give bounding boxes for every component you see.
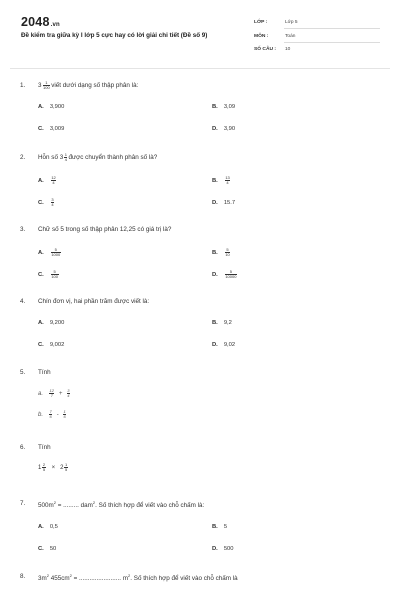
numerator: 13 (225, 175, 230, 180)
fraction (42, 463, 45, 472)
subject-underline (284, 42, 380, 43)
text-part: 3m (38, 575, 47, 583)
option-letter: D. (212, 342, 218, 348)
class-underline (284, 28, 380, 29)
question-number: 4. (20, 298, 26, 305)
site-logo[interactable] (21, 15, 60, 29)
superscript: 2 (46, 573, 49, 578)
operator: - (56, 412, 59, 419)
question-number: 6. (20, 444, 26, 451)
operator: × (51, 465, 56, 472)
sub-item-label: a. (38, 391, 44, 398)
denominator: 5 (42, 467, 46, 472)
whole-number: 2 (60, 465, 64, 472)
fraction (51, 198, 54, 207)
option-d[interactable] (212, 342, 235, 348)
text-part: . Số thích hợp để viết vào chỗ chấm là (130, 575, 238, 583)
option-value: 5 (223, 524, 228, 530)
denominator: 5 (64, 467, 68, 472)
denominator: 4 (52, 180, 55, 185)
option-letter: C. (38, 342, 44, 348)
denominator: 10000 (225, 274, 237, 279)
question-text: Tính (38, 444, 51, 451)
denominator: 100 (51, 274, 58, 279)
header-divider (10, 68, 390, 69)
document-header (0, 0, 400, 66)
numerator: 7 (49, 409, 52, 414)
option-a[interactable] (38, 524, 58, 530)
denominator: 100 (43, 85, 50, 90)
question-text: Chữ số 5 trong số thập phân 12,25 có giá trị là? (38, 226, 172, 233)
fraction (51, 270, 59, 279)
option-letter: B. (212, 524, 218, 530)
option-letter: D. (212, 200, 218, 206)
option-letter: A. (38, 250, 44, 257)
numerator: 12 (51, 175, 56, 180)
fraction (225, 270, 237, 279)
option-b[interactable] (212, 176, 231, 185)
numerator: 2 (42, 462, 46, 467)
superscript: 2 (53, 500, 56, 505)
option-letter: C. (38, 126, 44, 132)
option-a[interactable] (38, 248, 62, 257)
option-d[interactable] (212, 546, 233, 552)
fraction (225, 248, 230, 257)
fraction (49, 389, 54, 398)
option-letter: A. (38, 178, 44, 185)
option-value: 500 (223, 546, 234, 552)
option-value: 9,002 (49, 342, 65, 348)
superscript: 2 (92, 500, 96, 505)
question-count-label: SỐ CÂU : (254, 47, 277, 52)
text-part: 500m (38, 502, 54, 510)
question-text (38, 500, 204, 509)
whole-number: 1 (38, 465, 42, 472)
denominator: 4 (226, 180, 229, 185)
question-text (38, 573, 238, 582)
math-expression (38, 463, 69, 472)
text-part: = ........................ m (71, 575, 129, 583)
question-number: 5. (20, 369, 26, 376)
option-value: 9,200 (49, 320, 65, 326)
option-value: 3,900 (49, 104, 65, 110)
question-number: 1. (20, 82, 26, 89)
numerator: 5 (225, 270, 237, 275)
option-a[interactable] (38, 320, 64, 326)
question-text (38, 153, 157, 162)
superscript: 2 (128, 573, 131, 578)
subject-value: Toán (285, 34, 296, 39)
option-letter: A. (38, 104, 44, 110)
numerator: 12 (49, 388, 54, 393)
option-d[interactable] (212, 126, 235, 132)
option-b[interactable] (212, 320, 232, 326)
text-part: . Số thích hợp để viết vào chỗ chấm là: (95, 502, 205, 510)
denominator: 6 (63, 414, 66, 419)
question-number: 8. (20, 573, 26, 580)
option-b[interactable] (212, 524, 227, 530)
question-number: 7. (20, 500, 26, 507)
fraction (67, 389, 70, 398)
numerator: 5 (226, 247, 229, 252)
fraction (64, 153, 67, 162)
logo-suffix: .vn (50, 22, 60, 28)
option-c[interactable] (38, 342, 64, 348)
fraction (225, 176, 230, 185)
question-text (38, 81, 138, 90)
option-letter: D. (212, 126, 218, 132)
denominator: 4 (51, 202, 54, 207)
whole-number: 3 (38, 82, 42, 90)
question-count-value: 10 (285, 47, 291, 52)
option-letter: C. (38, 200, 44, 207)
fraction (49, 410, 52, 419)
option-letter: C. (38, 272, 44, 279)
operator: + (58, 391, 63, 398)
option-letter: B. (212, 104, 218, 110)
option-letter: A. (38, 524, 44, 530)
question-number: 2. (20, 154, 26, 161)
numerator: 1 (43, 81, 51, 86)
logo-text: 2048 (21, 15, 50, 29)
option-b[interactable] (212, 104, 235, 110)
option-value: 3,09 (223, 104, 236, 110)
option-letter: C. (38, 546, 44, 552)
option-letter: B. (212, 250, 218, 257)
class-value: Lớp 5 (285, 20, 298, 25)
question-text-rest: viết dưới dạng số thập phân là: (51, 82, 139, 90)
fraction (63, 410, 66, 419)
option-d[interactable] (212, 200, 235, 206)
numerator: 1 (63, 409, 66, 414)
fraction (64, 463, 67, 472)
denominator: 7 (50, 393, 53, 398)
option-a[interactable] (38, 176, 57, 185)
numerator: 5 (51, 270, 59, 275)
numerator: 3 (67, 388, 70, 393)
text-part: 455cm (48, 575, 70, 583)
question-text: Tính (38, 369, 51, 376)
option-value: 0,5 (49, 524, 58, 530)
numerator: 1 (64, 462, 68, 467)
numerator: 3 (51, 197, 54, 202)
question-text-start: Hỗn số 3 (38, 154, 64, 162)
sub-item-b (38, 410, 67, 419)
option-letter: B. (212, 178, 218, 185)
question-number: 3. (20, 226, 26, 233)
denominator: 1000 (51, 252, 61, 257)
denominator: 4 (67, 393, 70, 398)
option-c[interactable] (38, 270, 60, 279)
option-c[interactable] (38, 198, 55, 207)
option-value: 50 (49, 546, 57, 552)
option-b[interactable] (212, 248, 231, 257)
option-c[interactable] (38, 546, 56, 552)
option-value: 3,009 (49, 126, 65, 132)
document-title: Đề kiểm tra giữa kỳ I lớp 5 cực hay có lời giải chi tiết (Đề số 9) (21, 32, 208, 39)
class-label: LỚP : (254, 20, 268, 25)
option-letter: B. (212, 320, 218, 326)
fraction (43, 81, 51, 90)
fraction (51, 176, 56, 185)
question-text: Chín đơn vị, hai phần trăm được viết là: (38, 298, 150, 305)
option-a[interactable] (38, 104, 64, 110)
option-c[interactable] (38, 126, 64, 132)
numerator: 1 (64, 152, 67, 157)
question-text-rest: được chuyển thành phân số là? (68, 154, 158, 162)
option-value: 15.7 (223, 200, 236, 206)
superscript: 2 (69, 573, 72, 578)
option-letter: D. (212, 546, 218, 552)
denominator: 6 (49, 414, 52, 419)
option-value: 9,02 (223, 342, 236, 348)
option-letter: A. (38, 320, 44, 326)
denominator: 4 (64, 157, 67, 162)
denominator: 10 (225, 252, 230, 257)
sub-item-label: b. (38, 412, 44, 419)
option-d[interactable] (212, 270, 238, 279)
sub-item-a (38, 389, 71, 398)
option-value: 3,90 (223, 126, 236, 132)
text-part: = ......... dam (56, 502, 93, 510)
option-value: 9,2 (223, 320, 232, 326)
fraction (51, 248, 61, 257)
subject-label: MÔN : (254, 34, 269, 39)
numerator: 5 (51, 248, 61, 253)
option-letter: D. (212, 272, 218, 279)
